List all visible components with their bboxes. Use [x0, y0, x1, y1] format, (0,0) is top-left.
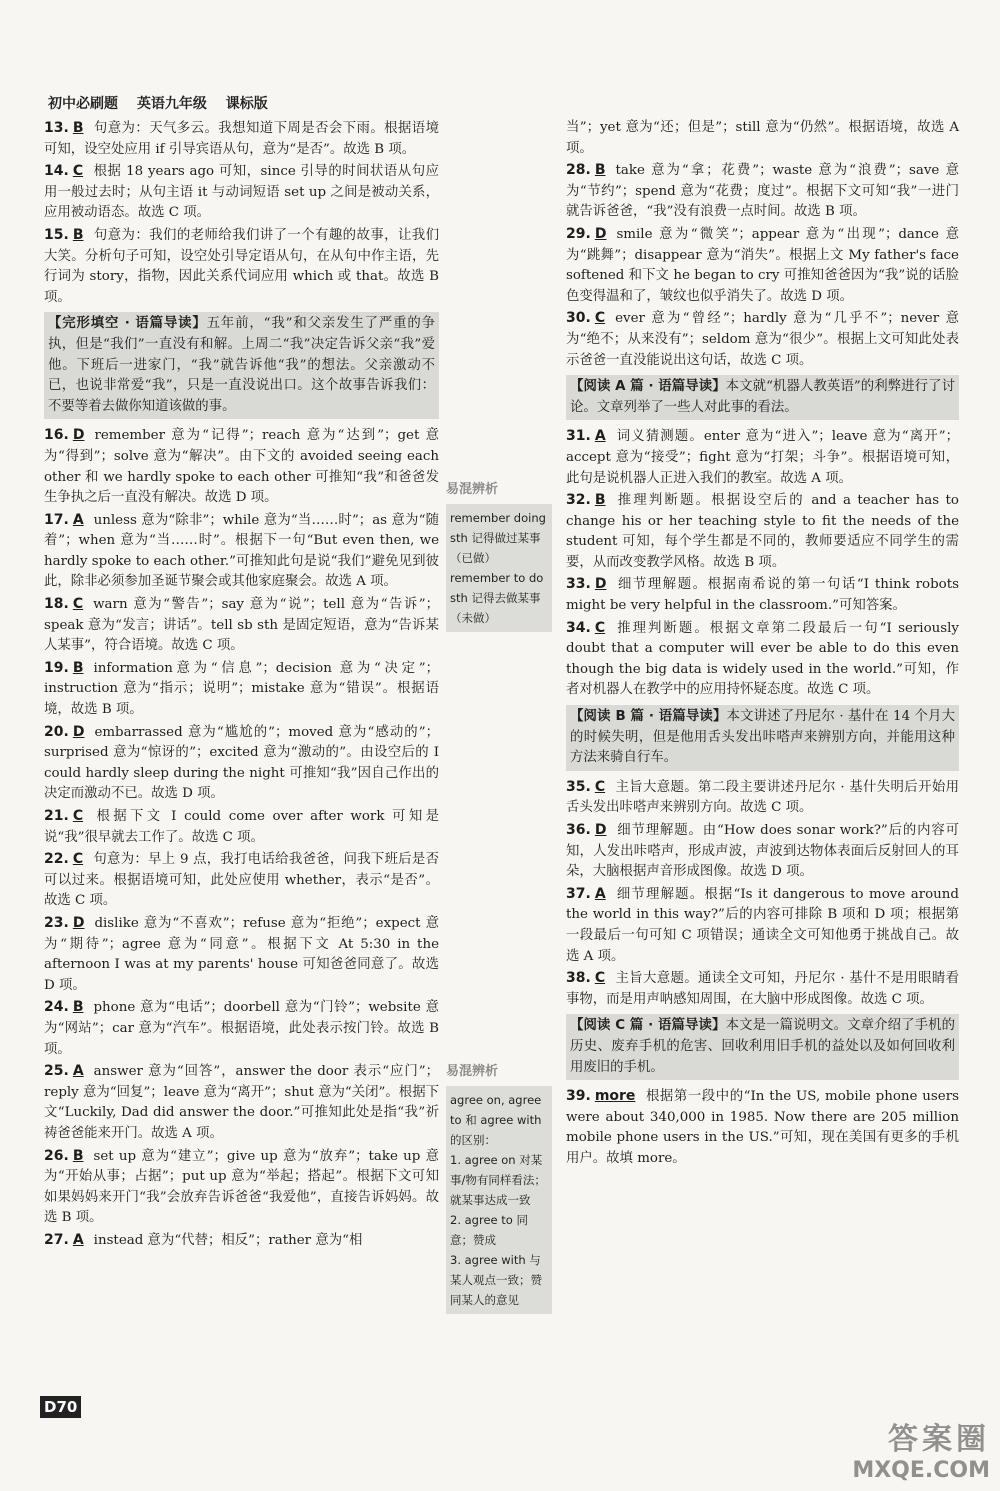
answer-entry — [566, 308, 959, 371]
question-number: 39. — [566, 1088, 591, 1105]
answer-key: C — [594, 970, 606, 987]
explanation-text: take 意为“拿；花费”；waste 意为“浪费”；save 意为“节约”；spend 意为“花费；度过”。根据下文可知“我”一进门就告诉爸爸，“我”没有浪费一点时间。故选 B 项。 — [566, 163, 959, 220]
guide-title: 【阅读 B 篇 · 语篇导读】 — [570, 709, 727, 725]
explanation-text: 推理判断题。根据文章第二段最后一句“I seriously doubt that a computer will ever be able to do this even though the big data is widely used in the world.”可知，作者对机器人在教学中的应用持怀疑态度。故选 C 项。 — [566, 620, 959, 698]
answer-key: B — [72, 226, 84, 243]
explanation-text: 根据第一段中的“In the US, mobile phone users were about 340,000 in 1985. Now there are 205 million mobile phone users in the US.”可知，现在美国有更多的手机用户。故填 more。 — [566, 1089, 959, 1166]
explanation-text: 细节理解题。根据南希说的第一句话“I think robots might be very helpful in the classroom.”可知答案。 — [566, 577, 959, 614]
question-number: 22. — [44, 851, 69, 868]
guide-title: 【阅读 A 篇 · 语篇导读】 — [570, 379, 726, 395]
question-number: 16. — [44, 427, 69, 444]
question-number: 27. — [44, 1231, 69, 1248]
question-number: 13. — [44, 120, 69, 136]
answer-entry — [566, 884, 959, 967]
explanation-text: remember 意为“记得”；reach 意为“达到”；get 意为“得到”；solve 意为“解决”。由下文的 avoided seeing each other 和 we hardly spoke to each other 可推知“我”和爸爸发生争执之后一直没有解决。故选 D 项。 — [44, 428, 439, 506]
explanation-text: 句意为：早上 9 点，我打电话给我爸爸，问我下班后是否可以过来。根据语境可知，此处应使用 whether，表示“是否”。故选 C 项。 — [44, 852, 439, 909]
guide-text: 本文是一篇说明文。文章介绍了手机的历史、废弃手机的危害、回收利用旧手机的益处以及如何回收利用废旧的手机。 — [570, 1018, 956, 1075]
explanation-text: embarrassed 意为“尴尬的”；moved 意为“感动的”；surprised 意为“惊讶的”；excited 意为“激动的”。由设空后的 I could hardly sleep during the night 可推知“我”因自己作出的决定而激动不已。故选 D 项。 — [44, 724, 439, 802]
explanation-text: 细节理解题。根据“Is it dangerous to move around the world in this way?”后的内容可排除 B 项和 D 项；根据第一段最后一句可知 C 项错误；通读全文可知他勇于挑战自己。故选 A 项。 — [566, 886, 959, 964]
question-number: 31. — [566, 428, 591, 445]
side-note-line: 3. agree with 与某人观点一致；赞同某人的意见 — [450, 1253, 542, 1307]
answer-entry — [566, 1086, 959, 1169]
answer-key: C — [594, 619, 606, 636]
explanation-text: 句意为：天气多云。我想知道下周是否会下雨。根据语境可知，设空处应用 if 引导宾语从句，意为“是否”。故选 B 项。 — [44, 121, 439, 157]
answer-key: B — [72, 999, 84, 1016]
explanation-text: phone 意为“电话”；doorbell 意为“门铃”；website 意为“网站”；car 意为“汽车”。根据语境，此处表示按门铃。故选 B 项。 — [44, 1000, 439, 1057]
answer-key: B — [72, 120, 84, 136]
side-note-line: remember doing sth 记得做过某事（已做） — [450, 511, 546, 565]
answer-entry — [566, 224, 959, 307]
question-number: 18. — [44, 596, 69, 613]
guide-title: 【完形填空 · 语篇导读】 — [48, 316, 207, 332]
answer-key: A — [594, 428, 606, 445]
explanation-text: dislike 意为“不喜欢”；refuse 意为“拒绝”；expect 意为“期待”；agree 意为“同意”。根据下文 At 5:30 in the afternoon I was at my parents' house 可知爸爸同意了。故选 D 项。 — [44, 915, 439, 993]
guide-text: 本文讲述了丹尼尔 · 基什在 14 个月大的时候失明，但是他用舌头发出咔嗒声来辨别方向，并能用这种方法来骑自行车。 — [570, 709, 955, 766]
question-number: 28. — [566, 162, 591, 179]
page-number: D70 — [40, 1396, 81, 1418]
side-note-line: 1. agree on 对某事/物有同样看法；就某事达成一致 — [450, 1153, 546, 1207]
explanation-text: 句意为：我们的老师给我们讲了一个有趣的故事，让我们大笑。分析句子可知，设空处引导定语从句，在从句中作主语，先行词为 story，指物，因此关系代词应用 which 或 that。故选 B 项。 — [44, 227, 439, 305]
watermark — [852, 1414, 990, 1483]
question-number: 17. — [44, 511, 69, 528]
explanation-text: ever 意为“曾经”；hardly 意为“几乎不”；never 意为“绝不；从来没有”；seldom 意为“很少”。根据上文可知此处表示爸爸一直没能说出这句话，故选 C 项。 — [566, 311, 959, 368]
answer-entry — [44, 1061, 439, 1144]
answer-key: A — [594, 885, 606, 902]
question-number: 19. — [44, 659, 69, 676]
side-note-line: 2. agree to 同意；赞成 — [450, 1213, 528, 1247]
answer-key: B — [72, 659, 84, 676]
answer-entry — [44, 806, 439, 848]
answer-key: C — [72, 163, 84, 180]
answer-key: D — [594, 822, 607, 838]
answer-key: D — [72, 427, 85, 444]
answer-entry — [44, 118, 439, 160]
explanation-text: 根据下文 I could come over after work 可知是说“我”很早就去工作了。故选 C 项。 — [44, 809, 439, 845]
question-number: 33. — [566, 576, 591, 593]
question-number: 14. — [44, 163, 69, 180]
side-note-heading: 易混辨析 — [446, 482, 499, 497]
answer-entry — [44, 425, 439, 508]
question-number: 30. — [566, 310, 591, 327]
answer-entry — [566, 820, 959, 883]
answer-continuation — [566, 118, 959, 159]
answer-key: A — [72, 1063, 84, 1080]
answer-key: D — [72, 914, 85, 931]
answer-entry — [566, 490, 959, 573]
left-column — [44, 118, 439, 1252]
question-number: 15. — [44, 226, 69, 243]
question-number: 36. — [566, 822, 591, 838]
explanation-text: answer 意为“回答”，answer the door 表示“应门”；reply 意为“回复”；leave 意为“离开”；shut 意为“关闭”。根据下文“Luckily, Dad did answer the door.”可推知此处是指“我”祈祷爸爸能来开门。故选 A 项。 — [44, 1064, 439, 1141]
explanation-text: 主旨大意题。第二段主要讲述丹尼尔 · 基什失明后开始用舌头发出咔嗒声来辨别方向。故选 C 项。 — [566, 779, 959, 816]
question-number: 29. — [566, 225, 591, 242]
answer-entry — [44, 161, 439, 224]
book-title: 初中必刷题 — [48, 96, 118, 112]
question-number: 24. — [44, 999, 69, 1016]
question-number: 25. — [44, 1063, 69, 1080]
reading-guide — [566, 705, 959, 771]
answer-entry — [566, 968, 959, 1010]
explanation-text: 当”；yet 意为“还；但是”；still 意为“仍然”。根据语境，故选 A 项。 — [566, 120, 959, 156]
page-header — [48, 93, 282, 113]
answer-key: C — [594, 310, 606, 327]
answer-entry — [44, 658, 439, 721]
answer-key: D — [72, 723, 85, 740]
answer-key: more — [594, 1088, 636, 1105]
side-note-heading: 易混辨析 — [446, 1064, 499, 1079]
question-number: 21. — [44, 808, 69, 824]
answer-entry — [44, 722, 439, 805]
right-column — [566, 118, 959, 1171]
question-number: 34. — [566, 619, 591, 636]
answer-entry — [566, 777, 959, 819]
answer-entry — [566, 574, 959, 616]
edition: 课标版 — [225, 96, 268, 112]
answer-key: C — [72, 808, 84, 824]
explanation-text: information意为“信息”；decision 意为“决定”；instruction 意为“指示；说明”；mistake 意为“错误”。根据语境，故选 B 项。 — [44, 660, 439, 718]
question-number: 37. — [566, 885, 591, 902]
question-number: 26. — [44, 1147, 69, 1164]
explanation-text: 细节理解题。由“How does sonar work?”后的内容可知，人发出咔嗒声，形成声波，声波到达物体表面后反射回人的耳朵，大脑根据声音形成图像。故选 D 项。 — [566, 823, 959, 880]
side-note-line: remember to do sth 记得去做某事（未做） — [450, 571, 544, 625]
answer-entry — [44, 594, 439, 657]
answer-entry — [44, 997, 439, 1060]
explanation-text: instead 意为“代替；相反”；rather 意为“相 — [93, 1232, 363, 1248]
side-note-line: agree on, agree to 和 agree with 的区别： — [450, 1093, 542, 1147]
answer-entry — [44, 225, 439, 308]
answer-key: C — [72, 851, 84, 868]
answer-key: B — [594, 492, 606, 509]
side-note-body — [446, 504, 552, 632]
explanation-text: smile 意为“微笑”；appear 意为“出现”；dance 意为“跳舞”；disappear 意为“消失”。根据上文 My father's face softened 和下文 he began to cry 可推知爸爸因为“我”说的话脸色变得温和了，皱纹也似乎消失了。故选 D 项。 — [566, 226, 959, 304]
answer-key: D — [594, 576, 607, 593]
answer-key: C — [72, 596, 84, 613]
explanation-text: set up 意为“建立”；give up 意为“放弃”；take up 意为“开始从事；占据”；put up 意为“举起；搭起”。根据下文可知如果妈妈来开门“我”会放弃告诉爸爸“我爱他”，直接告诉妈妈。故选 B 项。 — [44, 1148, 439, 1226]
side-note-2 — [446, 1062, 552, 1314]
guide-title: 【阅读 C 篇 · 语篇导读】 — [570, 1018, 726, 1034]
watermark-logo: 答案圈 — [888, 1422, 990, 1457]
side-note-body — [446, 1086, 552, 1314]
answer-entry — [44, 1230, 439, 1252]
question-number: 38. — [566, 970, 591, 987]
explanation-text: warn 意为“警告”；say 意为“说”；tell 意为“告诉”；speak 意为“发言；讲话”。tell sb sth 是固定短语，意为“告诉某人某事”，符合语境。故选 C 项。 — [44, 597, 439, 654]
answer-key: A — [72, 511, 84, 528]
reading-guide — [44, 312, 439, 419]
question-number: 32. — [566, 492, 591, 509]
answer-key: B — [594, 162, 606, 179]
answer-key: D — [594, 225, 607, 242]
explanation-text: unless 意为“除非”；while 意为“当……时”；as 意为“随着”；when 意为“当……时”。根据下一句“But even then, we hardly spoke to each other.”可推知此句是说“我们”避免见到彼此，除非必须参加圣诞节聚会或其他家庭聚会。故选 A 项。 — [44, 512, 439, 590]
answer-entry — [44, 1146, 439, 1229]
reading-guide — [566, 375, 959, 420]
answer-entry — [566, 160, 959, 223]
answer-entry — [44, 913, 439, 996]
guide-text: 五年前，“我”和父亲发生了严重的争执，但是“我们”一直没有和解。上周二“我”决定告诉父亲“我”爱他。下班后一进家门，“我”就告诉他“我”的想法。父亲激动不已，也说非常爱“我”，只是一直没说出口。这个故事告诉我们：不要等着去做你知道该做的事。 — [48, 316, 435, 414]
answer-entry — [44, 510, 439, 593]
answer-key: A — [72, 1231, 84, 1248]
answer-entry — [44, 849, 439, 912]
guide-text: 本文就“机器人教英语”的利弊进行了讨论。文章列举了一些人对此事的看法。 — [570, 379, 955, 415]
answer-key: C — [594, 778, 606, 795]
question-number: 23. — [44, 914, 69, 931]
answer-key: B — [72, 1147, 84, 1164]
explanation-text: 词义猜测题。enter 意为“进入”；leave 意为“离开”；accept 意为“接受”；fight 意为“打架；斗争”。根据语境可知，此句是说机器人正进入我们的教室。故选 A 项。 — [566, 429, 959, 486]
explanation-text: 主旨大意题。通读全文可知，丹尼尔 · 基什不是用眼睛看事物，而是用声呐感知周围，在大脑中形成图像。故选 C 项。 — [566, 971, 959, 1007]
answer-entry — [566, 618, 959, 701]
subject: 英语九年级 — [136, 96, 207, 112]
question-number: 35. — [566, 778, 591, 795]
answer-entry — [566, 426, 959, 489]
side-note-1 — [446, 480, 552, 632]
explanation-text: 根据 18 years ago 可知，since 引导的时间状语从句应用一般过去时；从句主语 it 与动词短语 set up 之间是被动关系，应用被动语态。故选 C 项。 — [44, 164, 439, 221]
watermark-url: MXQE.COM — [852, 1458, 990, 1483]
reading-guide — [566, 1014, 959, 1080]
question-number: 20. — [44, 723, 69, 740]
explanation-text: 推理判断题。根据设空后的 and a teacher has to change his or her teaching style to fit the needs of the student 可知，每个学生都是不同的，教师要适应不同学生的需要，从而改变教学风格。故选 B 项。 — [566, 493, 959, 570]
